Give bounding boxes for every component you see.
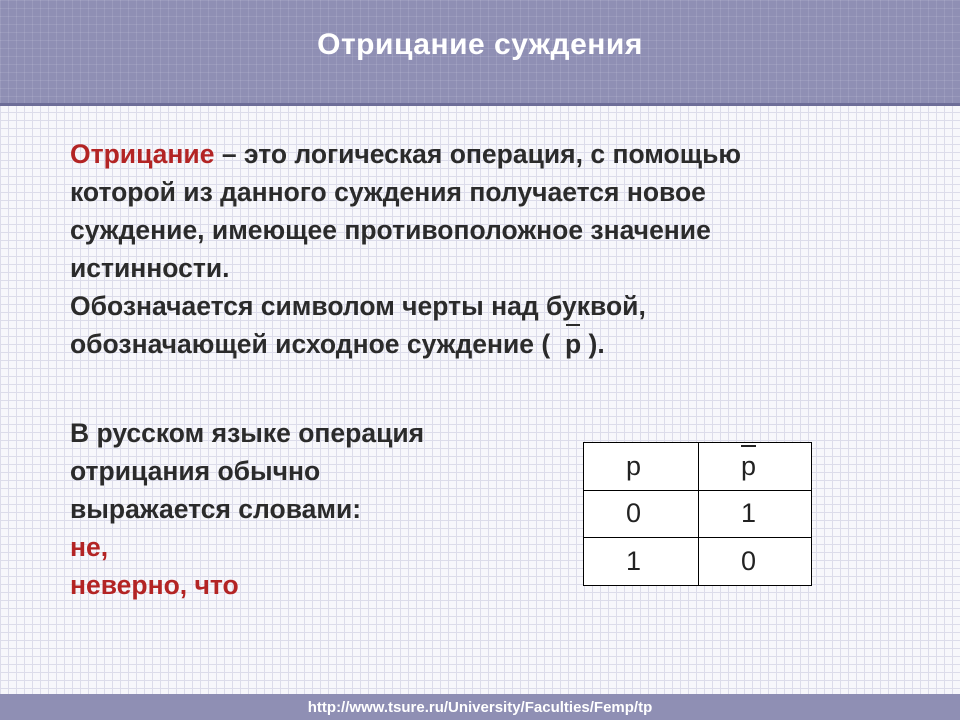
cell-not-p-row1: 1 — [699, 490, 812, 538]
definition-line-4: истинности. — [70, 253, 230, 283]
truth-table-row — [584, 490, 812, 538]
definition-line-6-end: ). — [588, 329, 605, 359]
definition-line-1-rest: – это логическая операция, с помощью — [214, 139, 742, 169]
language-block — [70, 414, 530, 604]
cell-p-row1: 0 — [584, 490, 699, 538]
cell-p-row2: 1 — [584, 538, 699, 586]
definition-block — [70, 135, 900, 363]
language-line-1: В русском языке операция — [70, 418, 425, 448]
language-line-2: отрицания обычно — [70, 456, 321, 486]
negated-p-symbol: p — [565, 325, 581, 363]
definition-line-2: которой из данного суждения получается новое — [70, 177, 706, 207]
definition-line-1 — [70, 135, 900, 173]
definition-line-6-start: обозначающей исходное суждение ( — [70, 329, 551, 359]
footer-url[interactable]: http://www.tsure.ru/University/Faculties/Femp/tp — [307, 699, 653, 716]
slide-title: Отрицание суждения — [317, 28, 643, 61]
definition-line-3: суждение, имеющее противоположное значение — [70, 215, 711, 245]
header-not-p-symbol: p — [741, 450, 757, 481]
truth-table — [583, 442, 812, 586]
truth-table-row — [584, 538, 812, 586]
definition-line-5: Обозначается символом черты над буквой, — [70, 291, 646, 321]
negation-word-neverno: неверно, что — [70, 570, 239, 600]
definition-term: Отрицание — [70, 139, 215, 169]
language-line-3: выражается словами: — [70, 494, 362, 524]
header-not-p — [699, 443, 812, 491]
negation-word-ne: не, — [70, 532, 109, 562]
header-p: p — [584, 443, 699, 491]
truth-table-header-row — [584, 443, 812, 491]
cell-not-p-row2: 0 — [699, 538, 812, 586]
definition-line-6 — [70, 325, 900, 363]
